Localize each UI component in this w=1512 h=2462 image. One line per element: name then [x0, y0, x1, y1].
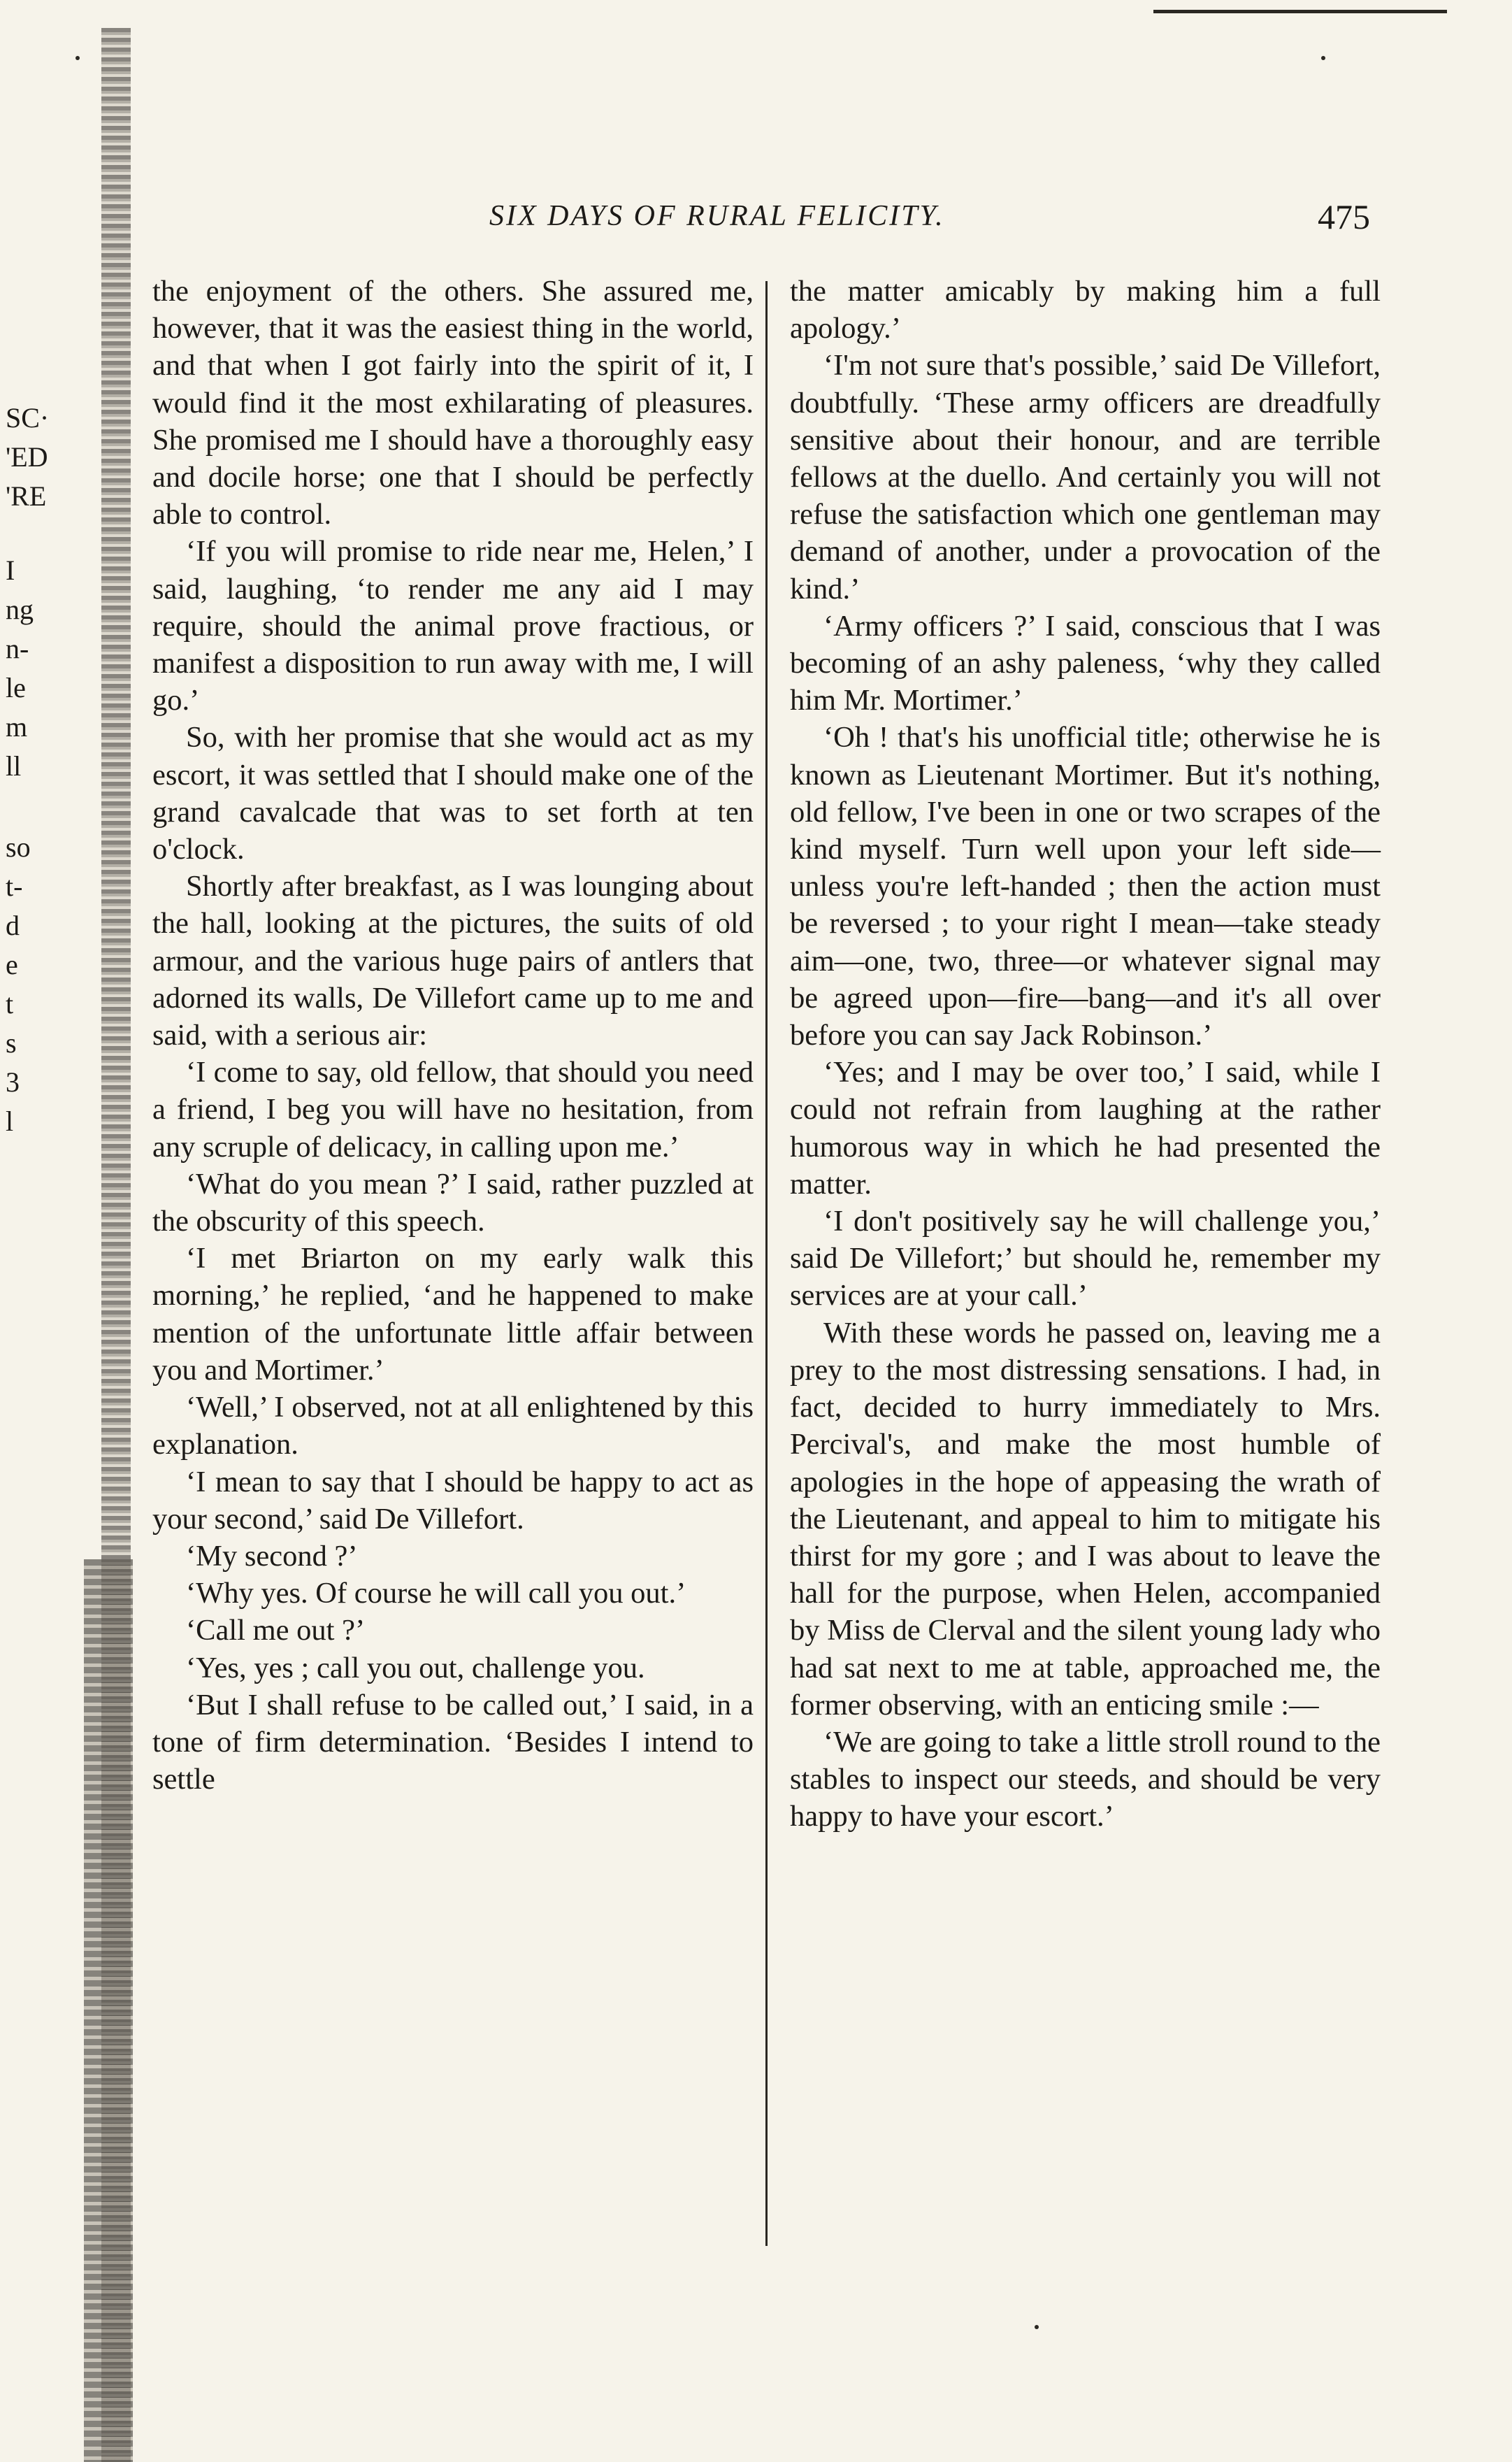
paragraph: ‘But I shall refuse to be called out,’ I said, in a tone of firm determination. ‘Besides I intend to settle [152, 1688, 754, 1796]
margin-fragment: SC· [6, 402, 50, 434]
left-column [152, 273, 754, 1798]
print-speck [1035, 2325, 1039, 2329]
paragraph: ‘Yes, yes ; call you out, challenge you. [186, 1651, 645, 1684]
paragraph: ‘I met Briarton on my early walk this morning,’ he replied, ‘and he happened to make mention of the unfortunate little affair between you and Mortimer.’ [152, 1242, 754, 1387]
top-rule [1153, 10, 1447, 13]
paragraph: the enjoyment of the others. She assured me, however, that it was the easiest thing in the world, and that when I got fairly into the spirit of it, I would find it the most exhilarating of pleasures. She promised me I should have a thoroughly easy and docile horse; one that I should be perfectly able to control. [152, 275, 754, 531]
paragraph: ‘I don't positively say he will challenge you,’ said De Villefort;’ but should he, remember my services are at your call.’ [790, 1205, 1381, 1312]
margin-fragment: d [6, 910, 20, 941]
paragraph: ‘Call me out ?’ [186, 1614, 366, 1647]
paragraph: ‘Why yes. Of course he will call you out.’ [186, 1577, 686, 1610]
margin-fragment: n- [6, 633, 29, 664]
page-header [489, 199, 1370, 241]
paragraph: ‘If you will promise to ride near me, Helen,’ I said, laughing, ‘to render me any aid I may require, should the animal prove fractious, or manifest a disposition to run away with me, I will go.’ [152, 535, 754, 717]
paragraph: ‘Well,’ I observed, not at all enlightened by this explanation. [152, 1391, 754, 1461]
margin-fragment: ll [6, 750, 22, 782]
margin-fragment: 'ED [6, 441, 48, 473]
paragraph: With these words he passed on, leaving me a prey to the most distressing sensations. I had, in fact, decided to hurry immediately to Mrs. Percival's, and make the most humble of apologies in the hope of appeasing the wrath of the Lieutenant, and appeal to him to mitigate his thirst for my gore ; and I was about to leave the hall for the purpose, when Helen, accompanied by Miss de Clerval and the silent young lady who had sat next to me at table, approached me, the former observing, with an enticing smile :— [790, 1316, 1381, 1722]
print-speck [1321, 56, 1325, 60]
margin-fragment: s [6, 1027, 17, 1059]
paragraph: ‘Army officers ?’ I said, conscious that I was becoming of an ashy paleness, ‘why they called him Mr. Mortimer.’ [790, 609, 1381, 717]
margin-fragment: I [6, 554, 15, 586]
margin-fragment: ng [6, 594, 34, 625]
margin-fragment: m [6, 711, 28, 743]
paragraph: ‘Oh ! that's his unofficial title; otherwise he is known as Lieutenant Mortimer. But it's nothing, old fellow, I've been in one or two scrapes of the kind myself. Turn well upon your left side—unless you're left-handed ; then the action must be reversed ; to your right I mean—take steady aim—one, two, three—or whatever signal may be agreed upon—fire—bang—and it's all over before you can say Jack Robinson.’ [790, 721, 1381, 1052]
paragraph: ‘We are going to take a little stroll round to the stables to inspect our steeds, and should be very happy to have your escort.’ [790, 1725, 1381, 1833]
margin-fragment: l [6, 1105, 14, 1137]
paragraph: Shortly after breakfast, as I was lounging about the hall, looking at the pictures, the suits of old armour, and the various huge pairs of antlers that adorned its walls, De Villefort came up to me and said, with a serious air: [152, 870, 754, 1052]
margin-fragment: e [6, 949, 18, 980]
margin-fragment: le [6, 672, 26, 703]
right-column [790, 273, 1381, 1835]
margin-fragment: t [6, 988, 14, 1019]
margin-fragment: so [6, 831, 31, 863]
paragraph: the matter amicably by making him a full apology.’ [790, 275, 1381, 345]
running-title: SIX DAYS OF RURAL FELICITY. [489, 200, 945, 232]
paragraph: So, with her promise that she would act as my escort, it was settled that I should make one of the grand cavalcade that was to set forth at ten o'clock. [152, 721, 754, 866]
margin-fragment: 3 [6, 1066, 20, 1098]
paragraph: ‘My second ?’ [186, 1539, 358, 1573]
margin-fragment: t- [6, 871, 23, 902]
print-speck [75, 56, 80, 60]
page-number: 475 [1318, 197, 1370, 236]
paragraph: ‘I come to say, old fellow, that should you need a friend, I beg you will have no hesitation, from any scruple of delicacy, in calling upon me.’ [152, 1056, 754, 1164]
binding-edge [84, 1559, 133, 2462]
previous-page-fragments [6, 399, 82, 1141]
margin-fragment: 'RE [6, 480, 47, 512]
column-divider [765, 281, 768, 2246]
paragraph: ‘Yes; and I may be over too,’ I said, while I could not refrain from laughing at the rather humorous way in which he had presented the matter. [790, 1056, 1381, 1201]
paragraph: ‘What do you mean ?’ I said, rather puzzled at the obscurity of this speech. [152, 1167, 754, 1238]
paragraph: ‘I mean to say that I should be happy to act as your second,’ said De Villefort. [152, 1465, 754, 1536]
paragraph: ‘I'm not sure that's possible,’ said De Villefort, doubtfully. ‘These army officers are dreadfully sensitive about their honour, and are terrible fellows at the duello. And certainly you will not refuse the satisfaction which one gentleman may demand of another, under a provocation of the kind.’ [790, 349, 1381, 606]
